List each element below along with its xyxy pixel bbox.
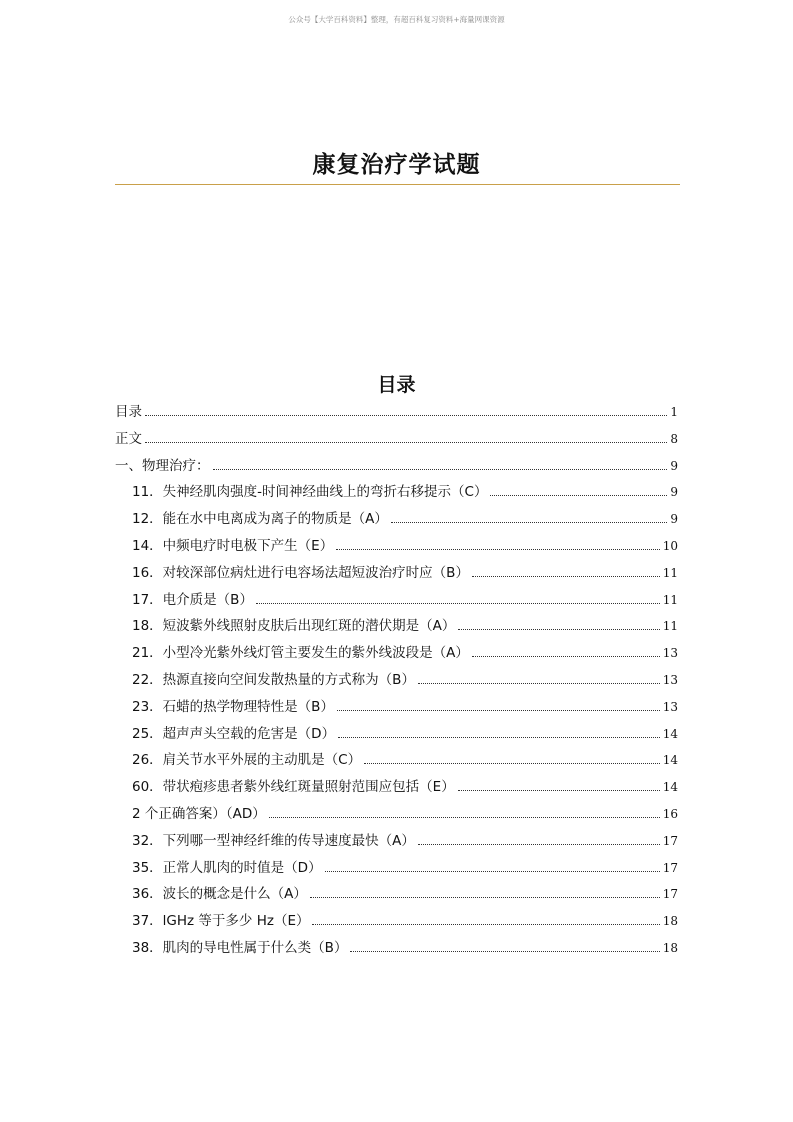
toc-leader	[350, 951, 659, 952]
toc-entry-text: 一、物理治疗：	[115, 457, 210, 474]
toc-leader	[325, 871, 660, 872]
toc-leader	[490, 495, 667, 496]
toc-leader	[256, 603, 660, 604]
toc-entry-page: 8	[670, 431, 678, 446]
toc-entry[interactable]	[115, 429, 678, 449]
toc-entry[interactable]	[132, 643, 678, 663]
toc-entry-text: 12．能在水中电离成为离子的物质是（A）	[132, 511, 388, 528]
toc-entry[interactable]	[132, 482, 678, 502]
toc-entry-text: 2 个正确答案）（AD）	[132, 806, 266, 822]
toc-leader	[213, 469, 668, 470]
document-title: 康复治疗学试题	[312, 152, 481, 178]
toc-entry-page: 17	[662, 833, 678, 848]
toc-leader	[336, 549, 660, 550]
toc-leader	[418, 683, 660, 684]
toc-entry[interactable]	[132, 831, 678, 851]
toc-leader	[418, 844, 660, 845]
toc-entry-text: 16．对较深部位病灶进行电容场法超短波治疗时应（B）	[132, 564, 469, 581]
toc-entry[interactable]	[132, 884, 678, 904]
header-note: 公众号【大学百科资料】整理，有超百科复习资料+海量网课资源	[288, 15, 505, 24]
toc-entry-page: 14	[662, 726, 678, 741]
toc-entry-text: 目录	[115, 404, 142, 420]
toc-entry[interactable]	[132, 750, 678, 770]
toc-entry[interactable]	[132, 911, 678, 931]
toc-entry-text: 36．波长的概念是什么（A）	[132, 886, 307, 903]
toc-entry[interactable]	[132, 536, 678, 556]
toc-heading: 目录	[377, 374, 416, 396]
toc-entry-page: 17	[662, 860, 678, 875]
toc-entry[interactable]	[132, 858, 678, 878]
toc-entry-page: 18	[662, 941, 678, 955]
toc-leader	[337, 710, 660, 711]
toc-entry-page: 9	[670, 485, 678, 500]
toc-entry[interactable]	[132, 563, 678, 583]
toc-entry[interactable]	[132, 590, 678, 610]
toc-entry-text: 17．电介质是（B）	[132, 591, 253, 608]
toc-entry-text: 23．石蜡的热学物理特性是（B）	[132, 698, 334, 715]
toc-entry-page: 13	[662, 673, 678, 687]
toc-entry-page: 10	[662, 539, 678, 553]
toc-entry-page: 18	[662, 914, 678, 929]
toc-entry[interactable]	[115, 402, 678, 422]
toc-entry[interactable]	[132, 509, 678, 529]
toc-entry-text: 正文	[115, 430, 142, 447]
toc-entry-text: 60．带状疱疹患者紫外线红斑量照射范围应包括（E）	[132, 779, 455, 796]
toc-leader	[364, 763, 660, 764]
toc-entry-text: 32．下列哪一型神经纤维的传导速度最快（A）	[132, 832, 415, 849]
toc-entry-text: 21．小型冷光紫外线灯管主要发生的紫外线波段是（A）	[132, 645, 469, 662]
toc-leader	[472, 656, 660, 657]
toc-entry-page: 11	[662, 619, 678, 634]
toc-entry[interactable]	[132, 616, 678, 636]
toc-entry-text: 11．失神经肌肉强度-时间神经曲线上的弯折右移提示（C）	[132, 484, 488, 501]
toc-entry-text: 25．超声声头空载的危害是（D）	[132, 725, 336, 742]
toc-entry-page: 16	[662, 807, 678, 821]
toc-entry[interactable]	[132, 697, 678, 717]
toc-entry[interactable]	[115, 456, 678, 476]
toc-leader	[145, 415, 667, 416]
toc-entry-text: 26．肩关节水平外展的主动肌是（C）	[132, 752, 362, 769]
toc-entry-text: 35．正常人肌肉的时值是（D）	[132, 859, 322, 876]
toc-leader	[391, 522, 667, 523]
toc-entry-text: 38．肌肉的导电性属于什么类（B）	[132, 940, 348, 956]
toc-entry[interactable]	[132, 670, 678, 690]
toc-entry-page: 9	[670, 458, 678, 473]
toc-entry-page: 14	[662, 753, 678, 768]
toc-leader	[472, 576, 660, 577]
toc-entry-page: 11	[662, 592, 678, 607]
toc-entry-text: 14．中频电疗时电极下产生（E）	[132, 538, 334, 554]
toc-entry-text: 22．热源直接向空间发散热量的方式称为（B）	[132, 672, 415, 688]
toc-entry-page: 9	[670, 512, 678, 527]
toc-entry-page: 1	[670, 405, 678, 419]
toc-entry-text: 18．短波紫外线照射皮肤后出现红斑的潜伏期是（A）	[132, 618, 456, 635]
toc-entry-page: 11	[662, 565, 678, 580]
toc-leader	[145, 442, 667, 443]
toc-entry-text: 37．lGHz 等于多少 Hz（E）	[132, 913, 310, 930]
toc-entry-page: 13	[662, 699, 678, 714]
toc-entry[interactable]	[132, 938, 678, 958]
toc-leader	[338, 737, 660, 738]
toc-leader	[458, 790, 660, 791]
toc-entry[interactable]	[132, 724, 678, 744]
toc-entry[interactable]	[132, 777, 678, 797]
title-divider	[115, 184, 680, 185]
toc-entry[interactable]	[132, 804, 678, 824]
toc-entry-page: 13	[662, 646, 678, 661]
toc-leader	[269, 817, 660, 818]
toc-entry-page: 17	[662, 887, 678, 902]
toc-leader	[312, 924, 659, 925]
toc-entry-page: 14	[662, 780, 678, 795]
toc-leader	[310, 897, 660, 898]
toc-leader	[458, 629, 659, 630]
